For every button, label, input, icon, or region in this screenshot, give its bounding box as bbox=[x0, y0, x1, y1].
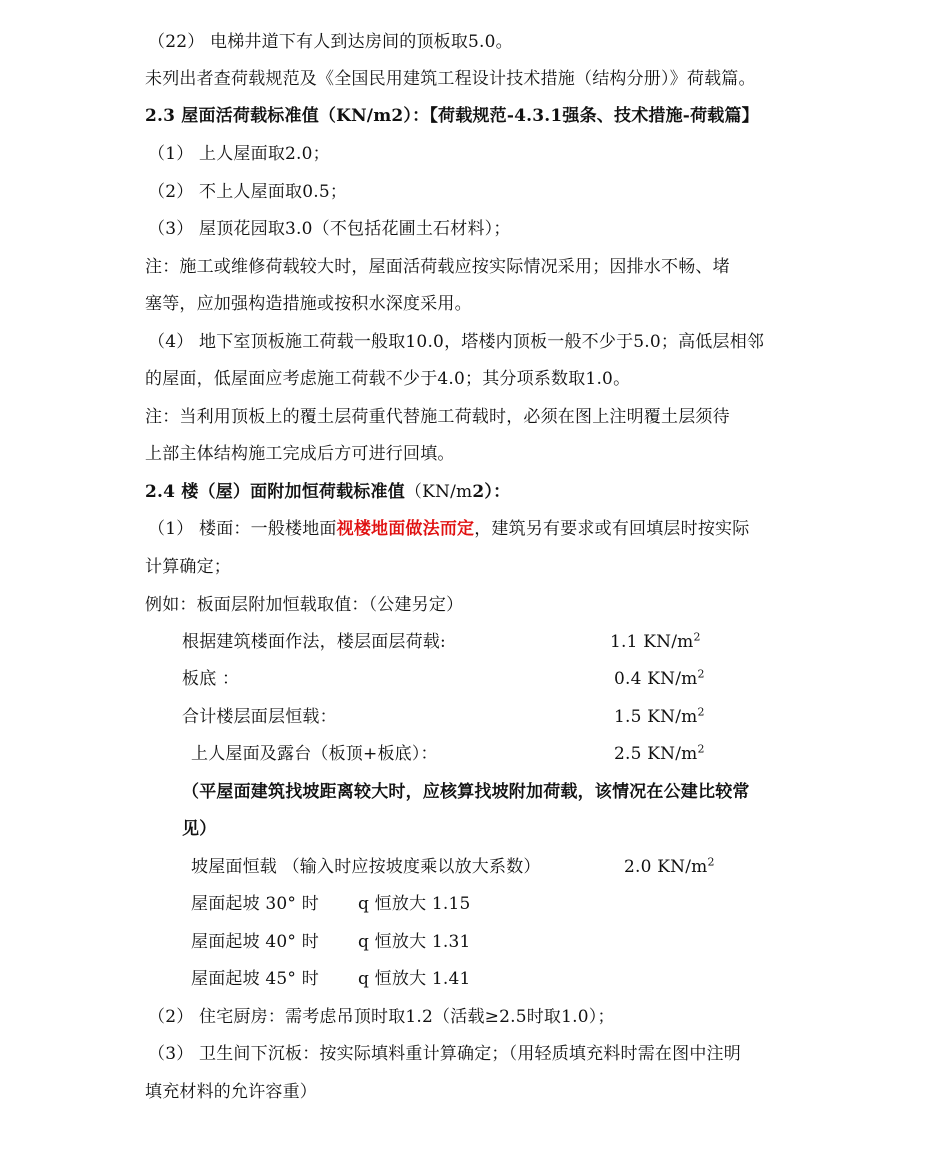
slope-40-factor: q 恒放大 1.31 bbox=[358, 932, 471, 952]
note-unlisted: 未列出者查荷载规范及《全国民用建筑工程设计技术措施（结构分册）》荷载篇。 bbox=[145, 69, 756, 89]
floor-item-1-prefix: （1） 楼面：一般楼地面 bbox=[148, 519, 337, 539]
bold-note-line-2: 见） bbox=[182, 819, 217, 839]
note-2-line-2: 上部主体结构施工完成后方可进行回填。 bbox=[145, 444, 455, 464]
table-row-3-number: 1.5 KN/m bbox=[614, 707, 698, 727]
section-2-4-unit: （KN/m bbox=[404, 482, 473, 502]
note-1-line-2: 塞等，应加强构造措施或按积水深度采用。 bbox=[145, 294, 472, 314]
table-row-2-value bbox=[614, 668, 705, 690]
section-2-4-heading bbox=[145, 481, 510, 503]
table-row-2-number: 0.4 KN/m bbox=[614, 669, 698, 689]
floor-item-3-line-2: 填充材料的允许容重） bbox=[145, 1082, 317, 1102]
roof-item-1: （1） 上人屋面取2.0； bbox=[148, 144, 330, 164]
table-row-1-value bbox=[610, 631, 701, 653]
roof-item-4-line-1: （4） 地下室顶板施工荷载一般取10.0，塔楼内顶板一般不少于5.0；高低层相邻 bbox=[148, 332, 765, 352]
slope-45-label: 屋面起坡 45° 时 bbox=[191, 969, 319, 989]
section-2-4-title: 2.4 楼（屋）面附加恒荷载标准值 bbox=[145, 482, 405, 502]
roof-item-2: （2） 不上人屋面取0.5； bbox=[148, 182, 348, 202]
bold-note-line-1: （平屋面建筑找坡距离较大时，应核算找坡附加荷载，该情况在公建比较常 bbox=[182, 782, 750, 802]
example-line: 例如：板面层附加恒载取值：（公建另定） bbox=[145, 595, 464, 615]
table-row-1-label: 根据建筑楼面作法，楼层面层荷载: bbox=[182, 632, 446, 652]
roof-item-3: （3） 屋顶花园取3.0（不包括花圃土石材料）； bbox=[148, 219, 511, 239]
table-row-1-number: 1.1 KN/m bbox=[610, 632, 694, 652]
roof-item-4-line-2: 的屋面，低屋面应考虑施工荷载不少于4.0；其分项系数取1.0。 bbox=[145, 369, 631, 389]
floor-item-1-suffix: ，建筑另有要求或有回填层时按实际 bbox=[474, 519, 750, 539]
section-2-4-unit-tail: 2）： bbox=[472, 482, 511, 502]
item-22: （22） 电梯井道下有人到达房间的顶板取5.0。 bbox=[148, 32, 513, 52]
slope-40-label: 屋面起坡 40° 时 bbox=[191, 932, 319, 952]
table-row-4-number: 2.5 KN/m bbox=[614, 744, 698, 764]
table-row-4-value bbox=[614, 743, 705, 765]
floor-item-1-line-2: 计算确定； bbox=[145, 557, 231, 577]
floor-item-1-line-1 bbox=[148, 518, 749, 540]
superscript-2: 2 bbox=[697, 705, 705, 719]
note-1-line-1: 注：施工或维修荷载较大时，屋面活荷载应按实际情况采用；因排水不畅、堵 bbox=[145, 257, 730, 277]
floor-item-1-highlight: 视楼地面做法而定 bbox=[336, 519, 475, 539]
table-row-3-value bbox=[614, 706, 705, 728]
slope-30-factor: q 恒放大 1.15 bbox=[358, 894, 471, 914]
table-row-4-label: 上人屋面及露台（板顶+板底）： bbox=[191, 744, 438, 764]
slope-30-label: 屋面起坡 30° 时 bbox=[191, 894, 319, 914]
slope-roof-number: 2.0 KN/m bbox=[624, 857, 708, 877]
superscript-2: 2 bbox=[697, 742, 705, 756]
floor-item-2: （2） 住宅厨房：需考虑吊顶时取1.2（活载≥2.5时取1.0）； bbox=[148, 1007, 615, 1027]
table-row-3-label: 合计楼层面层恒载： bbox=[182, 707, 337, 727]
note-2-line-1: 注：当利用顶板上的覆土层荷重代替施工荷载时，必须在图上注明覆土层须待 bbox=[145, 407, 730, 427]
table-row-2-label: 板底 ： bbox=[182, 669, 240, 689]
superscript-2: 2 bbox=[707, 855, 715, 869]
superscript-2: 2 bbox=[697, 667, 705, 681]
slope-roof-label: 坡屋面恒载 （输入时应按坡度乘以放大系数） bbox=[191, 857, 541, 877]
slope-roof-value bbox=[624, 856, 715, 878]
floor-item-3-line-1: （3） 卫生间下沉板：按实际填料重计算确定；（用轻质填充料时需在图中注明 bbox=[148, 1044, 741, 1064]
superscript-2: 2 bbox=[693, 630, 701, 644]
section-2-3-heading: 2.3 屋面活荷载标准值（KN/m2）：【荷载规范-4.3.1强条、技术措施-荷载篇】 bbox=[145, 106, 759, 126]
slope-45-factor: q 恒放大 1.41 bbox=[358, 969, 471, 989]
